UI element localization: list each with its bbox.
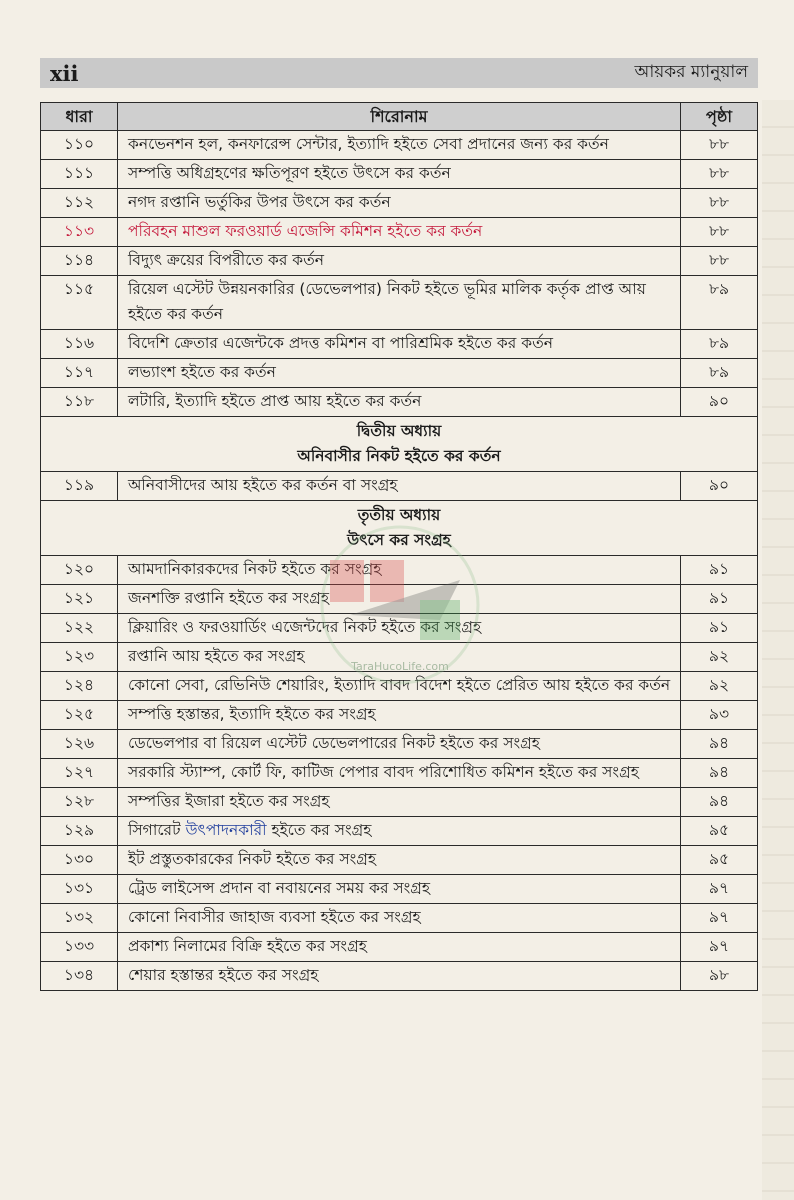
page-ref: ৮৮: [681, 160, 758, 189]
chapter-heading-row: [41, 417, 758, 472]
table-row: [41, 933, 758, 962]
page-ref: ৯৭: [681, 904, 758, 933]
section-number: ১১৪: [41, 247, 118, 276]
book-title: আয়কর ম্যানুয়াল: [634, 62, 748, 82]
page-ref: ৮৯: [681, 330, 758, 359]
page-ref: ৯৩: [681, 701, 758, 730]
section-number: ১১০: [41, 131, 118, 160]
table-row: [41, 276, 758, 330]
section-title: [118, 817, 681, 846]
page-ref: ৯৭: [681, 875, 758, 904]
table-row: [41, 614, 758, 643]
section-number: ১২৫: [41, 701, 118, 730]
chapter-label: তৃতীয় অধ্যায়: [357, 506, 441, 524]
page-ref: ৯০: [681, 472, 758, 501]
page-header: [40, 58, 758, 88]
section-number: ১২৬: [41, 730, 118, 759]
section-title: লভ্যাংশ হইতে কর কর্তন: [118, 359, 681, 388]
section-title: নগদ রপ্তানি ভর্তুকির উপর উৎসে কর কর্তন: [118, 189, 681, 218]
page-ref: ৯১: [681, 614, 758, 643]
title-suffix: হইতে কর সংগ্রহ: [266, 821, 372, 839]
contents-table: [40, 102, 758, 991]
table-row: [41, 472, 758, 501]
section-number: ১১১: [41, 160, 118, 189]
section-number: ১২১: [41, 585, 118, 614]
page-ref: ৯১: [681, 556, 758, 585]
table-row: [41, 817, 758, 846]
chapter-subtitle: অনিবাসীর নিকট হইতে কর কর্তন: [297, 447, 501, 465]
section-title: লটারি, ইত্যাদি হইতে প্রাপ্ত আয় হইতে কর কর্তন: [118, 388, 681, 417]
section-title: বিদেশি ক্রেতার এজেন্টকে প্রদত্ত কমিশন বা পারিশ্রমিক হইতে কর কর্তন: [118, 330, 681, 359]
chapter-label: দ্বিতীয় অধ্যায়: [356, 422, 442, 440]
section-number: ১২০: [41, 556, 118, 585]
section-title: রিয়েল এস্টেট উন্নয়নকারির (ডেভেলপার) নিকট হইতে ভূমির মালিক কর্তৃক প্রাপ্ত আয় হইতে কর কর্তন: [118, 276, 681, 330]
section-title: কোনো সেবা, রেভিনিউ শেয়ারিং, ইত্যাদি বাবদ বিদেশ হইতে প্রেরিত আয় হইতে কর কর্তন: [118, 672, 681, 701]
column-header-title: শিরোনাম: [118, 103, 681, 131]
section-number: ১২৩: [41, 643, 118, 672]
section-number: ১১৮: [41, 388, 118, 417]
table-row: [41, 189, 758, 218]
table-row-highlighted: [41, 218, 758, 247]
section-number: ১২২: [41, 614, 118, 643]
section-title: কোনো নিবাসীর জাহাজ ব্যবসা হইতে কর সংগ্রহ: [118, 904, 681, 933]
page-ref: ৮৯: [681, 359, 758, 388]
table-row: [41, 247, 758, 276]
section-title: বিদ্যুৎ ক্রয়ের বিপরীতে কর কর্তন: [118, 247, 681, 276]
page-ref: ৯১: [681, 585, 758, 614]
section-title: সম্পত্তি হস্তান্তর, ইত্যাদি হইতে কর সংগ্রহ: [118, 701, 681, 730]
section-number: ১১৯: [41, 472, 118, 501]
section-number: ১২৯: [41, 817, 118, 846]
table-row: [41, 359, 758, 388]
page-ref: ৯৪: [681, 759, 758, 788]
section-number: ১৩৩: [41, 933, 118, 962]
table-row: [41, 701, 758, 730]
table-header-row: [41, 103, 758, 131]
chapter-heading-row: [41, 501, 758, 556]
section-number: ১১৫: [41, 276, 118, 330]
table-row: [41, 388, 758, 417]
table-row: [41, 160, 758, 189]
page-ref: ৮৮: [681, 247, 758, 276]
page-ref: ৯৪: [681, 730, 758, 759]
section-title: ক্লিয়ারিং ও ফরওয়ার্ডিং এজেন্টদের নিকট হইতে কর সংগ্রহ: [118, 614, 681, 643]
chapter-subtitle: উৎসে কর সংগ্রহ: [347, 531, 451, 549]
section-title: কনভেনশন হল, কনফারেন্স সেন্টার, ইত্যাদি হইতে সেবা প্রদানের জন্য কর কর্তন: [118, 131, 681, 160]
chapter-heading: [41, 501, 758, 556]
section-title: অনিবাসীদের আয় হইতে কর কর্তন বা সংগ্রহ: [118, 472, 681, 501]
section-title: ইট প্রস্তুতকারকের নিকট হইতে কর সংগ্রহ: [118, 846, 681, 875]
page-ref: ৯৮: [681, 962, 758, 991]
page-ref: ৯৫: [681, 846, 758, 875]
title-prefix: সিগারেট: [128, 821, 186, 839]
table-row: [41, 962, 758, 991]
section-number: ১১৭: [41, 359, 118, 388]
table-row: [41, 904, 758, 933]
section-title: সম্পত্তির ইজারা হইতে কর সংগ্রহ: [118, 788, 681, 817]
table-row: [41, 759, 758, 788]
table-row: [41, 585, 758, 614]
page-ref: ৯০: [681, 388, 758, 417]
section-number: ১৩০: [41, 846, 118, 875]
table-row: [41, 330, 758, 359]
section-number: ১২৮: [41, 788, 118, 817]
page-ref: ৮৮: [681, 189, 758, 218]
table-row: [41, 643, 758, 672]
section-number: ১২৪: [41, 672, 118, 701]
table-row: [41, 556, 758, 585]
page-number: xii: [50, 60, 79, 86]
section-title: জনশক্তি রপ্তানি হইতে কর সংগ্রহ: [118, 585, 681, 614]
table-row: [41, 875, 758, 904]
page-ref: ৮৯: [681, 276, 758, 330]
column-header-section: ধারা: [41, 103, 118, 131]
section-title: সম্পত্তি অধিগ্রহণের ক্ষতিপূরণ হইতে উৎসে কর কর্তন: [118, 160, 681, 189]
section-title: সরকারি স্ট্যাম্প, কোর্ট ফি, কাটিজ পেপার বাবদ পরিশোধিত কমিশন হইতে কর সংগ্রহ: [118, 759, 681, 788]
section-number: ১৩২: [41, 904, 118, 933]
page-ref: ৯২: [681, 672, 758, 701]
section-number: ১১২: [41, 189, 118, 218]
section-number: ১১৬: [41, 330, 118, 359]
section-title: পরিবহন মাশুল ফরওয়ার্ড এজেন্সি কমিশন হইতে কর কর্তন: [118, 218, 681, 247]
page-ref: ৯৪: [681, 788, 758, 817]
section-title: প্রকাশ্য নিলামের বিক্রি হইতে কর সংগ্রহ: [118, 933, 681, 962]
section-title: ডেভেলপার বা রিয়েল এস্টেট ডেভেলপারের নিকট হইতে কর সংগ্রহ: [118, 730, 681, 759]
title-highlight: উৎপাদনকারী: [185, 821, 267, 839]
table-row: [41, 846, 758, 875]
page-ref: ৯৭: [681, 933, 758, 962]
table-row: [41, 788, 758, 817]
section-title: রপ্তানি আয় হইতে কর সংগ্রহ: [118, 643, 681, 672]
section-title: শেয়ার হস্তান্তর হইতে কর সংগ্রহ: [118, 962, 681, 991]
table-row: [41, 730, 758, 759]
section-number: ১৩৪: [41, 962, 118, 991]
chapter-heading: [41, 417, 758, 472]
table-row: [41, 131, 758, 160]
section-title: আমদানিকারকদের নিকট হইতে কর সংগ্রহ: [118, 556, 681, 585]
table-row: [41, 672, 758, 701]
section-title: ট্রেড লাইসেন্স প্রদান বা নবায়নের সময় কর সংগ্রহ: [118, 875, 681, 904]
column-header-page: পৃষ্ঠা: [681, 103, 758, 131]
watermark-text: TaraHucoLife.com: [351, 660, 449, 673]
section-number: ১১৩: [41, 218, 118, 247]
section-number: ১২৭: [41, 759, 118, 788]
page-ref: ৯২: [681, 643, 758, 672]
page-ref: ৮৮: [681, 218, 758, 247]
page-ref: ৯৫: [681, 817, 758, 846]
page-edge-bleed: [762, 100, 794, 1200]
page-ref: ৮৮: [681, 131, 758, 160]
section-number: ১৩১: [41, 875, 118, 904]
